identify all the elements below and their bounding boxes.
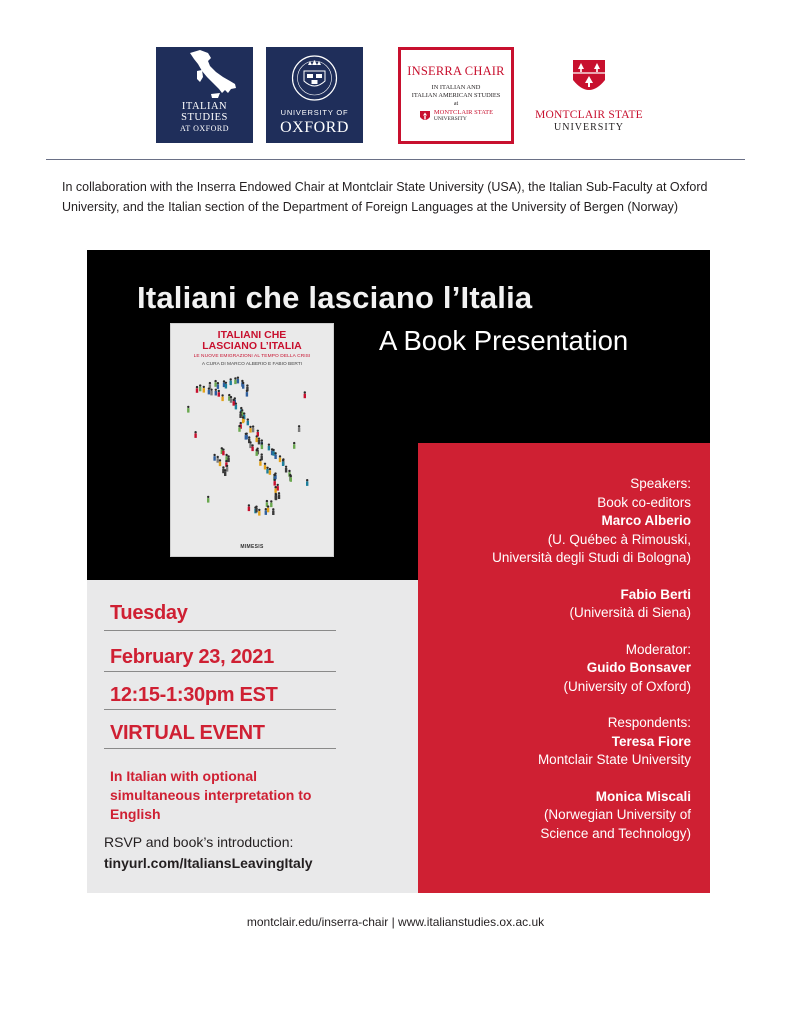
crowd-person-head (242, 382, 244, 384)
event-time: 12:15-1:30pm EST (110, 684, 278, 706)
crowd-person-head (256, 449, 258, 451)
crowd-person-head (225, 382, 227, 384)
book-cover-subtitle: LE NUOVE EMIGRAZIONI AL TEMPO DELLA CRISI (193, 354, 311, 359)
inserra-sub-line-2: ITALIAN AMERICAN STUDIES (411, 92, 501, 99)
crowd-person-body (264, 465, 266, 470)
crowd-person-head (266, 500, 268, 502)
crowd-person-head (219, 459, 221, 461)
crowd-person-head (246, 384, 248, 386)
crowd-person-head (290, 475, 292, 477)
crowd-person-body (270, 503, 272, 508)
crowd-person-head (217, 382, 219, 384)
crowd-person-head (264, 463, 266, 465)
crowd-person-body (290, 477, 292, 482)
crowd-person-head (258, 509, 260, 511)
crowd-person-body (274, 488, 276, 493)
respondent-affiliation: Science and Technology) (540, 825, 691, 841)
crowd-person-body (225, 384, 227, 389)
crowd-person-head (196, 386, 198, 388)
crowd-person-head (268, 444, 270, 446)
event-divider (104, 748, 336, 749)
inserra-chair-logo (398, 47, 514, 144)
crowd-person-body (256, 451, 258, 456)
inserra-sub-line-1: IN ITALIAN AND (431, 84, 481, 91)
crowd-person-body (218, 392, 220, 397)
crowd-person-head (251, 444, 253, 446)
crowd-person-head (247, 418, 249, 420)
montclair-state-logo (530, 58, 648, 138)
crowd-person-body (224, 472, 226, 477)
event-format: VIRTUAL EVENT (110, 722, 265, 744)
book-cover-editors: A CURA DI MARCO ALBERIO E FABIO BERTI (201, 362, 303, 367)
crowd-person-head (279, 455, 281, 457)
crowd-person-body (265, 510, 267, 515)
respondent-name: Teresa Fiore (611, 733, 691, 749)
speakers-list (432, 475, 691, 843)
crowd-person-head (225, 460, 227, 462)
respondent-affiliation: (Norwegian University of (543, 807, 691, 822)
crowd-person-head (238, 425, 240, 427)
crowd-person-head (258, 438, 260, 440)
crowd-person-head (203, 386, 205, 388)
crowd-person-head (252, 425, 254, 427)
speaker-affiliation: Università degli Studi di Bologna) (492, 550, 691, 565)
crowd-person-body (285, 468, 287, 473)
oxford-crest-icon (266, 47, 363, 105)
crowd-person-head (235, 403, 237, 405)
crowd-person-head (249, 441, 251, 443)
crowd-person-head (242, 416, 244, 418)
crowd-person-body (237, 379, 239, 384)
speaker-name: Fabio Berti (620, 586, 691, 602)
crowd-person-head (207, 496, 209, 498)
crowd-person-body (269, 470, 271, 475)
rsvp-link[interactable]: tinyurl.com/ItaliansLeavingItaly (104, 855, 313, 871)
crowd-person-body (274, 481, 276, 486)
moderator-label: Moderator: (625, 641, 691, 657)
crowd-person-body (194, 433, 196, 438)
crowd-person-body (230, 381, 232, 386)
msu-name: MONTCLAIR STATE (535, 109, 643, 121)
crowd-person-body (261, 445, 263, 450)
crowd-person-body (213, 456, 215, 461)
book-cover-publisher: MIMESIS (240, 544, 264, 550)
crowd-person-head (274, 452, 276, 454)
crowd-person-head (218, 390, 220, 392)
crowd-person-head (217, 456, 219, 458)
crowd-person-body (226, 467, 228, 472)
university-of-oxford-logo (266, 47, 363, 143)
moderator-name: Guido Bonsaver (586, 660, 691, 675)
crowd-person-body (196, 388, 198, 393)
iso-line-3: AT OXFORD (179, 124, 230, 133)
crowd-person-body (233, 401, 235, 406)
crowd-person-body (215, 391, 217, 396)
italian-studies-wordmark (156, 101, 253, 134)
inserra-msu-row (401, 109, 511, 123)
crowd-person-body (277, 486, 279, 491)
event-divider (104, 630, 336, 631)
crowd-person-body (279, 458, 281, 463)
crowd-person-body (217, 384, 219, 389)
crowd-person-head (222, 448, 224, 450)
crowd-person-body (207, 498, 209, 503)
montclair-shield-icon (570, 58, 608, 100)
crowd-person-body (259, 461, 261, 466)
poster-subtitle: A Book Presentation (379, 325, 629, 356)
footer-links: montclair.edu/inserra-chair | www.italianstudies.ox.ac.uk (246, 915, 545, 929)
crowd-person-body (246, 392, 248, 397)
book-cover-title (171, 330, 333, 352)
crowd-person-body (247, 421, 249, 426)
crowd-person-body (293, 444, 295, 449)
italian-studies-oxford-logo (156, 47, 253, 143)
crowd-person-head (306, 479, 308, 481)
crowd-person-head (209, 382, 211, 384)
respondents-label: Respondents: (607, 715, 691, 730)
crowd-person-head (239, 411, 241, 413)
crowd-person-body (187, 408, 189, 413)
event-divider (104, 671, 336, 672)
poster-title: Italiani che lasciano l’Italia (137, 280, 533, 315)
crowd-person-body (246, 435, 248, 440)
inserra-at: at (453, 101, 459, 107)
speakers-label: Speakers: (630, 476, 691, 491)
crowd-person-body (252, 428, 254, 433)
oxford-university-of: UNIVERSITY OF (280, 108, 349, 117)
crowd-person-head (221, 394, 223, 396)
crowd-person-body (255, 508, 257, 513)
crowd-person-head (246, 390, 248, 392)
crowd-person-body (199, 387, 201, 392)
crowd-person-head (214, 380, 216, 382)
msu-university: UNIVERSITY (554, 122, 624, 133)
coeditors-label: Book co-editors (597, 494, 691, 510)
crowd-person-head (266, 467, 268, 469)
italy-map-icon (156, 47, 253, 107)
montclair-shield-icon (419, 110, 431, 123)
crowd-person-head (298, 425, 300, 427)
crowd-person-head (230, 378, 232, 380)
crowd-person-head (267, 505, 269, 507)
crowd-person-head (224, 469, 226, 471)
speaker-affiliation: (U. Québec à Rimouski, (547, 531, 691, 547)
crowd-person-body (272, 511, 274, 516)
crowd-person-head (293, 442, 295, 444)
crowd-person-head (234, 377, 236, 379)
crowd-person-head (228, 394, 230, 396)
inserra-subtitle (401, 84, 511, 108)
crowd-person-head (243, 412, 245, 414)
crowd-person-head (240, 422, 242, 424)
oxford-name: OXFORD (280, 119, 349, 136)
crowd-person-body (256, 438, 258, 443)
crowd-person-body (222, 451, 224, 456)
crowd-person-body (275, 496, 277, 501)
crowd-person-head (259, 459, 261, 461)
crowd-person-head (274, 486, 276, 488)
crowd-person-body (268, 446, 270, 451)
crowd-person-head (285, 466, 287, 468)
book-cover-title-line-1: ITALIANI CHE (217, 329, 287, 341)
crowd-person-head (261, 439, 263, 441)
crowd-person-head (208, 388, 210, 390)
crowd-person-body (217, 458, 219, 463)
inserra-msu-name: MONTCLAIR STATE (433, 109, 494, 116)
moderator-affiliation: (University of Oxford) (563, 678, 691, 694)
crowd-person-head (248, 436, 250, 438)
crowd-person-body (258, 440, 260, 445)
crowd-person-head (237, 377, 239, 379)
crowd-person-body (210, 391, 212, 396)
crowd-person-body (235, 405, 237, 410)
crowd-person-head (278, 492, 280, 494)
crowd-person-head (227, 455, 229, 457)
crowd-person-body (248, 507, 250, 512)
crowd-person-head (272, 508, 274, 510)
crowd-person-head (272, 449, 274, 451)
inserra-msu-university: UNIVERSITY (433, 116, 467, 122)
crowd-person-head (225, 454, 227, 456)
crowd-person-body (203, 388, 205, 393)
crowd-person-body (267, 508, 269, 513)
crowd-person-head (255, 506, 257, 508)
crowd-person-body (230, 398, 232, 403)
crowd-person-body (249, 428, 251, 433)
crowd-person-head (282, 459, 284, 461)
crowd-person-body (239, 414, 241, 419)
crowd-person-body (214, 382, 216, 387)
crowd-person-body (234, 380, 236, 385)
inserra-msu-wordmark (434, 109, 493, 123)
crowd-person-head (265, 508, 267, 510)
crowd-person-head (215, 389, 217, 391)
rsvp-label: RSVP and book’s introduction: (104, 834, 294, 850)
respondent-name: Monica Miscali (595, 788, 691, 804)
event-date: February 23, 2021 (110, 646, 274, 668)
crowd-person-head (248, 504, 250, 506)
collaboration-text: In collaboration with the Inserra Endowed Chair at Montclair State University (USA), the Italian Sub-Faculty at Oxford University, and the Italian section of the Department of Foreign Languages at the University of Bergen (Norway) (62, 180, 708, 214)
crowd-person-body (238, 427, 240, 432)
crowd-person-body (282, 462, 284, 467)
event-divider (104, 709, 336, 710)
crowd-person-head (246, 433, 248, 435)
crowd-person-body (208, 390, 210, 395)
crowd-person-head (187, 406, 189, 408)
crowd-person-head (241, 409, 243, 411)
crowd-person-body (227, 458, 229, 463)
crowd-person-body (242, 419, 244, 424)
crowd-person-head (275, 493, 277, 495)
header-divider (46, 159, 745, 160)
crowd-person-body (219, 462, 221, 467)
book-cover (171, 324, 333, 556)
crowd-map-illustration (177, 370, 327, 530)
crowd-person-head (240, 407, 242, 409)
crowd-person-head (233, 399, 235, 401)
inserra-title: INSERRA CHAIR (407, 64, 505, 78)
crowd-person-head (222, 466, 224, 468)
crowd-person-head (274, 479, 276, 481)
crowd-person-head (270, 500, 272, 502)
crowd-person-head (213, 454, 215, 456)
crowd-person-body (266, 469, 268, 474)
crowd-person-head (256, 435, 258, 437)
crowd-person-body (306, 481, 308, 486)
crowd-person-head (249, 426, 251, 428)
crowd-person-body (304, 394, 306, 399)
speaker-affiliation: (Università di Siena) (569, 605, 691, 620)
crowd-person-head (199, 384, 201, 386)
crowd-person-body (242, 384, 244, 389)
crowd-person-head (269, 468, 271, 470)
crowd-person-head (277, 484, 279, 486)
crowd-person-head (261, 453, 263, 455)
language-note: In Italian with optional simultaneous interpretation to English (110, 768, 312, 822)
crowd-person-head (257, 430, 259, 432)
event-day: Tuesday (110, 602, 188, 624)
event-poster (87, 250, 710, 893)
crowd-person-body (221, 397, 223, 402)
crowd-person-head (288, 470, 290, 472)
crowd-person-head (194, 431, 196, 433)
book-cover-title-line-2: LASCIANO L’ITALIA (202, 340, 302, 352)
crowd-person-body (274, 455, 276, 460)
speaker-name: Marco Alberio (601, 513, 691, 528)
crowd-person-head (304, 391, 306, 393)
crowd-person-body (258, 511, 260, 515)
crowd-person-body (251, 447, 253, 452)
crowd-person-head (226, 465, 228, 467)
crowd-person-head (274, 474, 276, 476)
iso-line-1: ITALIAN (181, 101, 228, 112)
crowd-person-head (230, 396, 232, 398)
crowd-person-head (261, 442, 263, 444)
respondent-affiliation: Montclair State University (537, 752, 691, 767)
iso-line-2: STUDIES (181, 112, 228, 123)
crowd-person-body (298, 428, 300, 433)
crowd-person-head (210, 389, 212, 391)
crowd-person-body (278, 495, 280, 500)
crowd-person-body (249, 444, 251, 449)
